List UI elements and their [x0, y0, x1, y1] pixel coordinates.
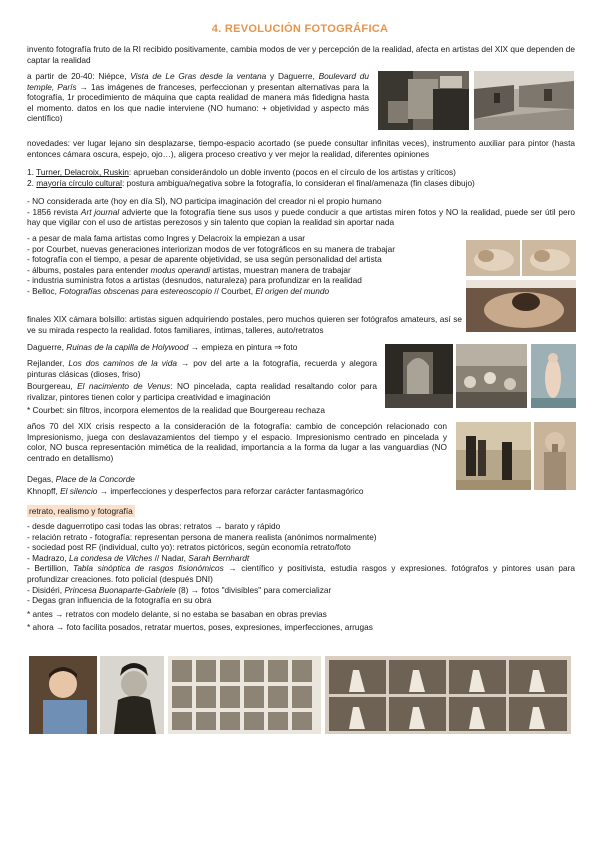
- list-item: * antes → retratos con modelo delante, si no estaba se basaban en obras previas: [27, 608, 327, 619]
- artwork-title: Los dos caminos de la vida: [68, 358, 177, 368]
- list-item: - Degas gran influencia de la fotografía en su obra: [27, 595, 212, 606]
- section-heading-portrait: [27, 506, 135, 517]
- photo-belloc-stereoscope-left: [466, 240, 520, 276]
- intro-paragraph: invento fotografía fruto de la RI recibido positivamente, cambia modos de ver y percepción de la realidad, afecta en artistas del XIX que dependen de captar la realidad: [27, 44, 575, 65]
- painting-khnopff-silence: [534, 422, 576, 490]
- opinion-item: [27, 167, 575, 178]
- considerations-list: [27, 196, 575, 228]
- text: // Nadar,: [152, 552, 189, 563]
- highlighted-heading: retrato, realismo y fotografía: [29, 506, 133, 516]
- text: Khnopff,: [27, 486, 61, 496]
- novedades-paragraph: novedades: ver lugar lejano sin desplazarse, tiempo-espacio acortado (se puede consultar infinitas veces), instrumento auxiliar para pintor (hasta entonces cámara oscura, espejo, ojo…), aligera proceso creativo y ver mejor la realidad, diferentes opiniones: [27, 138, 575, 159]
- photo-daguerre-holyrood-ruins: [385, 344, 453, 408]
- text: // Courbet,: [211, 285, 256, 296]
- list-item: - sociedad post RF (individual, culto yo): retratos pictóricos, según economía retrato/foto: [27, 542, 351, 553]
- list-item: - por Courbet, nuevas generaciones interiorizan modos de ver fotográficos en su manera de trabajar: [27, 243, 396, 254]
- painting-degas-place-concorde: [456, 422, 531, 490]
- painting-bourgereau-venus: [531, 344, 576, 408]
- list-item: - NO considerada arte (hoy en día SÍ), NO participa imaginación del creador ni el propio humano: [27, 196, 382, 206]
- text: - álbums, postales para entender: [27, 264, 151, 275]
- underlined-name: mayoría círculo cultural: [36, 177, 122, 188]
- rejlander-paragraph: [27, 358, 377, 379]
- artwork-title: Vista de Le Gras desde la ventana: [130, 71, 267, 81]
- list-item: - fotografía con el tiempo, a pesar de aparente objetividad, se usa según personalidad del artista: [27, 254, 382, 265]
- text: a partir de 20-40: Niépce,: [27, 71, 131, 81]
- magazine-title: Art journal: [80, 206, 120, 217]
- photo-nadar-sarah-bernhardt: [100, 656, 164, 734]
- daguerre-line: [27, 342, 387, 353]
- artwork-title: La condesa de Vilches: [68, 552, 153, 563]
- list-item: - desde daguerrotipo casi todas las obras: retratos → barato y rápido: [27, 521, 281, 531]
- khnopff-line: [27, 486, 447, 497]
- opinion-item: [27, 178, 575, 189]
- text: 1.: [27, 167, 37, 177]
- artwork-title: Sarah Bernhardt: [188, 552, 250, 563]
- list-item: - relación retrato - fotografía: representan persona de manera realista (anónimos normalmente): [27, 531, 377, 542]
- bourgereau-paragraph: [27, 381, 377, 402]
- list-item: [27, 553, 575, 564]
- artwork-title: Ruinas de la capilla de Holywood: [66, 342, 189, 352]
- text: → pov del arte a la fotografía, recuerda y alegora pinturas clásicas (dioses, friso): [27, 358, 377, 379]
- text: (8) → fotos "divisibles" para comercializar: [175, 584, 332, 595]
- text: Degas,: [27, 474, 56, 484]
- list-item: [27, 207, 575, 228]
- text: - 1856 revista: [27, 206, 81, 217]
- text: y Daguerre,: [266, 71, 319, 81]
- photo-rejlander-two-ways: [456, 344, 527, 408]
- text: : NO pincelada, capta realidad resaltando color para rivalizar, pintores tienen color y participa creatividad e imaginación: [27, 381, 377, 402]
- artwork-title: Boulevard du temple, París: [27, 71, 369, 92]
- text: Daguerre,: [27, 342, 67, 352]
- text: → científico y positivista, estudia rasgos y expresiones. fotógrafos y pintores usan para profundizar creaciones. foto policial (después DNI): [27, 563, 575, 584]
- text: : postura ambigua/negativa sobre la fotografía, lo consideran el final/amenaza (fin clases dibujo): [122, 177, 475, 188]
- photo-disderi-carte-de-visite: [325, 656, 571, 734]
- text: - Bertillion,: [27, 563, 74, 574]
- painting-madrazo-condesa-vilches: [29, 656, 97, 734]
- artwork-title: El silencio: [60, 486, 98, 496]
- origins-paragraph: [27, 71, 369, 124]
- artwork-title: Place de la Concorde: [55, 474, 135, 484]
- photo-boulevard-du-temple: [474, 71, 574, 130]
- text: Rejlander,: [27, 358, 69, 368]
- anos70-paragraph: años 70 del XIX crisis respecto a la consideración de la fotografía: cambio de concepción relacionado con Impresionismo, juega con deslavazamientos del tiempo y el espacio. Impresionismo centrado en pincelada y color, NO busca representación mimética de la realidad, importancia a la forma da lugar a las vanguardias (NO centrado en detallismo): [27, 421, 447, 463]
- portrait-list: [27, 521, 575, 633]
- courbet-note: * Courbet: sin filtros, incorpora elementos de la realidad que Bourgereau rechaza: [27, 405, 325, 415]
- degas-line: [27, 474, 447, 485]
- finales-paragraph: finales XIX cámara bolsillo: artistas siguen adquiriendo postales, pero muchos quieren ser fotógrafos amateurs, así se ve su mirada respecto la realidad. fotos familiares, íntimas, talleres, auto/retratos: [27, 314, 462, 335]
- opinions-list: [27, 167, 575, 188]
- text: artistas, muestran manera de trabajar: [210, 264, 351, 275]
- text: → imperfecciones y desperfectos para reforzar carácter fantasmagórico: [97, 486, 364, 496]
- list-item: - a pesar de mala fama artistas como Ingres y Delacroix la empiezan a usar: [27, 233, 306, 243]
- artwork-title: Princesa Buonaparte-Gabriele: [64, 584, 176, 595]
- underlined-name: Turner, Delacroix, Ruskin: [36, 167, 129, 177]
- italic-term: modus operandi: [150, 264, 211, 275]
- text: 2.: [27, 177, 37, 188]
- text: advierte que la fotografía tiene sus usos y puede conducir a que artistas miren fotos y NO la realidad, puede ser útil pero hay que vigilar con el uso de artistas perezosos y sin talento que copian la realidad sin aportar nada: [27, 206, 575, 228]
- artists-usage-list: [27, 233, 467, 297]
- artwork-title: El nacimiento de Venus: [77, 381, 171, 391]
- list-item: [27, 286, 467, 297]
- list-item: - industria suministra fotos a artistas (desnudos, naturaleza) para profundizar en la realidad: [27, 275, 362, 286]
- text: - Belloc,: [27, 285, 60, 296]
- list-item: [27, 585, 575, 596]
- text: - Madrazo,: [27, 552, 69, 563]
- artwork-title: El origen del mundo: [255, 285, 330, 296]
- list-item: [27, 563, 575, 584]
- list-item: [27, 265, 467, 276]
- photo-belloc-stereoscope-right: [522, 240, 576, 276]
- list-item: * ahora → foto facilita posados, retratar muertos, poses, expresiones, imperfecciones, arrugas: [27, 622, 373, 633]
- text: : aprueban considerándolo un doble invento (pocos en el círculo de los artistas y críticos): [128, 167, 456, 177]
- photo-bertillon-table: [168, 656, 321, 734]
- artwork-title: Tabla sinóptica de rasgos fisionómicos: [73, 563, 224, 574]
- artwork-title: Fotografías obscenas para estereoscopio: [59, 285, 212, 296]
- photo-niepce-view: [378, 71, 469, 130]
- text: → empieza en pintura ⇒ foto: [188, 342, 298, 352]
- text: → 1as imágenes de franceses, perfeccionan y presentan alternativas para la fotografía, 1r procedimiento de máquina que capta realidad de manera más fidedigna hasta el momento. datos en los que nadie interviene (NO humano: + objetividad y aspecto más científico): [27, 81, 369, 124]
- text: - Disidéri,: [27, 584, 65, 595]
- page-title: 4. REVOLUCIÓN FOTOGRÁFICA: [211, 23, 389, 35]
- text: Bourgereau,: [27, 381, 78, 391]
- painting-courbet-origin: [466, 280, 576, 332]
